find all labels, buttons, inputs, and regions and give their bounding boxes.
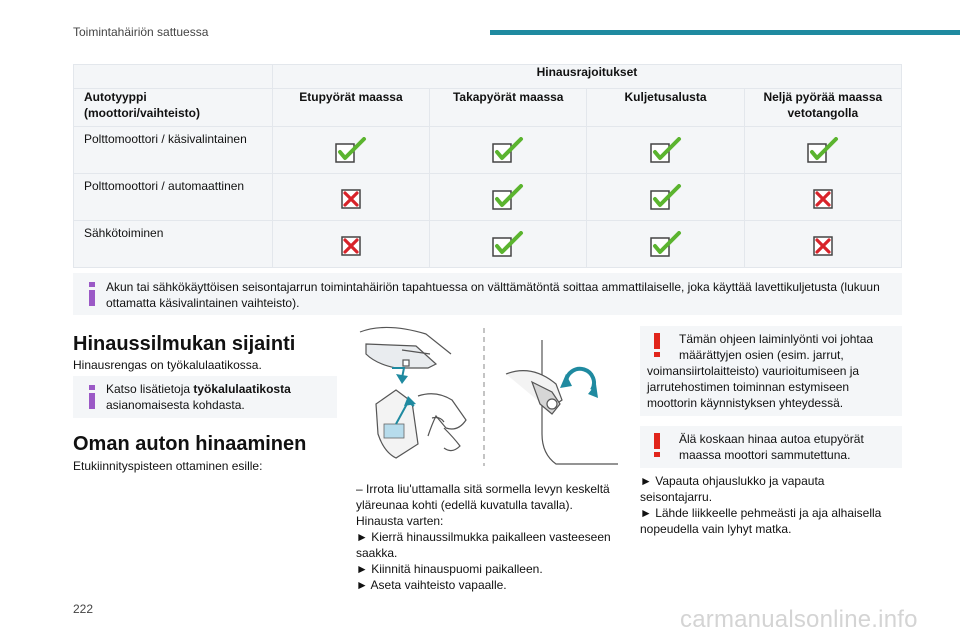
instruction-line: nopeudella vain lyhyt matka. xyxy=(640,522,792,536)
table-cell xyxy=(744,221,901,268)
table-row xyxy=(74,174,902,221)
table-cell xyxy=(272,127,429,174)
toolbox-link-text: työkalulaatikosta xyxy=(193,382,291,396)
instruction-line: saakka. xyxy=(356,546,398,560)
page-number: 222 xyxy=(73,602,94,616)
instruction-line: yläreunaa kohti (edellä kuvatulla tavalla). xyxy=(356,498,573,512)
info-note-box xyxy=(73,273,902,315)
warning-icon xyxy=(654,433,660,462)
cross-icon xyxy=(807,248,839,262)
tow-ring-illustration xyxy=(356,324,618,468)
table-cell xyxy=(272,221,429,268)
instruction-line: ► Kiinnitä hinauspuomi paikalleen. xyxy=(356,562,543,576)
heading-tow-ring-location: Hinaussilmukan sijainti xyxy=(73,333,296,355)
cross-icon xyxy=(335,248,367,262)
warning-line: voimansiirtolaitteisto) vaurioitumiseen ja xyxy=(647,364,860,378)
row-label: Polttomoottori / automaattinen xyxy=(74,174,273,221)
toolbox-reference-note xyxy=(73,376,337,418)
warning-line: moottorin käynnistyksen yhteydessä. xyxy=(647,396,844,410)
instruction-line: Hinausta varten: xyxy=(356,514,444,528)
warning-icon xyxy=(654,333,660,362)
check-icon xyxy=(492,201,524,215)
table-cell xyxy=(272,174,429,221)
instruction-line: ► Aseta vaihteisto vapaalle. xyxy=(356,578,507,592)
warning-line: jarrutehostimen toiminnan estymiseen xyxy=(647,380,850,394)
table-empty-corner xyxy=(74,65,273,89)
table-cell xyxy=(587,221,744,268)
instruction-line: – Irrota liu'uttamalla sitä sormella levyn keskeltä xyxy=(356,482,610,496)
toolbox-note-prefix: Katso lisätietoja xyxy=(106,382,194,396)
table-cell xyxy=(587,127,744,174)
info-note-line2: ottamatta käsivalintainen vaihteisto). xyxy=(106,296,300,310)
table-cell xyxy=(744,174,901,221)
instruction-line: ► Vapauta ohjauslukko ja vapauta xyxy=(640,474,825,488)
header-accent-bar xyxy=(490,30,960,35)
row-label: Sähkötoiminen xyxy=(74,221,273,268)
section-label: Toimintahäiriön sattuessa xyxy=(73,25,209,39)
table-row xyxy=(74,221,902,268)
check-icon xyxy=(650,154,682,168)
instruction-line: seisontajarru. xyxy=(640,490,713,504)
column-header-vehicle-type-line1: Autotyyppi xyxy=(84,90,147,104)
column-header-front-wheels: Etupyörät maassa xyxy=(272,89,429,127)
towing-restrictions-table xyxy=(73,64,902,268)
table-row xyxy=(74,127,902,174)
table-group-header-row xyxy=(74,65,902,89)
warning-line: Tämän ohjeen laiminlyönti voi johtaa xyxy=(679,332,874,346)
table-group-header: Hinausrajoitukset xyxy=(272,65,901,89)
toolbox-note-line2: asianomaisesta kohdasta. xyxy=(106,398,245,412)
warning-line: määrättyjen osien (esim. jarrut, xyxy=(679,348,844,362)
table-cell xyxy=(587,174,744,221)
column-header-four-wheels-towbar: Neljä pyörää maassa vetotangolla xyxy=(744,89,901,127)
table-column-header-row xyxy=(74,89,902,127)
info-icon xyxy=(89,385,95,414)
front-tow-point-text: Etukiinnityspisteen ottaminen esille: xyxy=(73,459,263,473)
instruction-line: ► Lähde liikkeelle pehmeästi ja aja alhaisella xyxy=(640,506,882,520)
column-header-flatbed: Kuljetusalusta xyxy=(587,89,744,127)
table-cell xyxy=(430,127,587,174)
heading-towing-own-vehicle: Oman auton hinaaminen xyxy=(73,433,307,455)
column-header-vehicle-type xyxy=(74,89,273,127)
check-icon xyxy=(492,248,524,262)
instruction-line: ► Kierrä hinaussilmukka paikalleen vasteeseen xyxy=(356,530,611,544)
check-icon xyxy=(335,154,367,168)
tow-ring-location-text: Hinausrengas on työkalulaatikossa. xyxy=(73,358,262,372)
check-icon xyxy=(492,154,524,168)
check-icon xyxy=(807,154,839,168)
watermark: carmanualsonline.info xyxy=(680,606,918,633)
cross-icon xyxy=(807,201,839,215)
check-icon xyxy=(650,248,682,262)
table-cell xyxy=(430,221,587,268)
warning-line: maassa moottori sammutettuna. xyxy=(679,448,851,462)
table-cell xyxy=(430,174,587,221)
info-icon xyxy=(89,282,99,311)
table-cell xyxy=(744,127,901,174)
cross-icon xyxy=(335,201,367,215)
warning-line: Älä koskaan hinaa autoa etupyörät xyxy=(679,432,864,446)
warning-box-1 xyxy=(640,326,902,416)
column-header-vehicle-type-line2: (moottori/vaihteisto) xyxy=(84,106,200,120)
toolbox-note-line1 xyxy=(106,381,291,397)
warning-box-2 xyxy=(640,426,902,468)
column-header-rear-wheels: Takapyörät maassa xyxy=(430,89,587,127)
check-icon xyxy=(650,201,682,215)
info-note-line1: Akun tai sähkökäyttöisen seisontajarrun toimintahäiriön tapahtuessa on välttämätöntä soittaa ammattilaiselle, joka käyttää lavettikuljetusta (lukuun xyxy=(106,280,880,294)
row-label: Polttomoottori / käsivalintainen xyxy=(74,127,273,174)
